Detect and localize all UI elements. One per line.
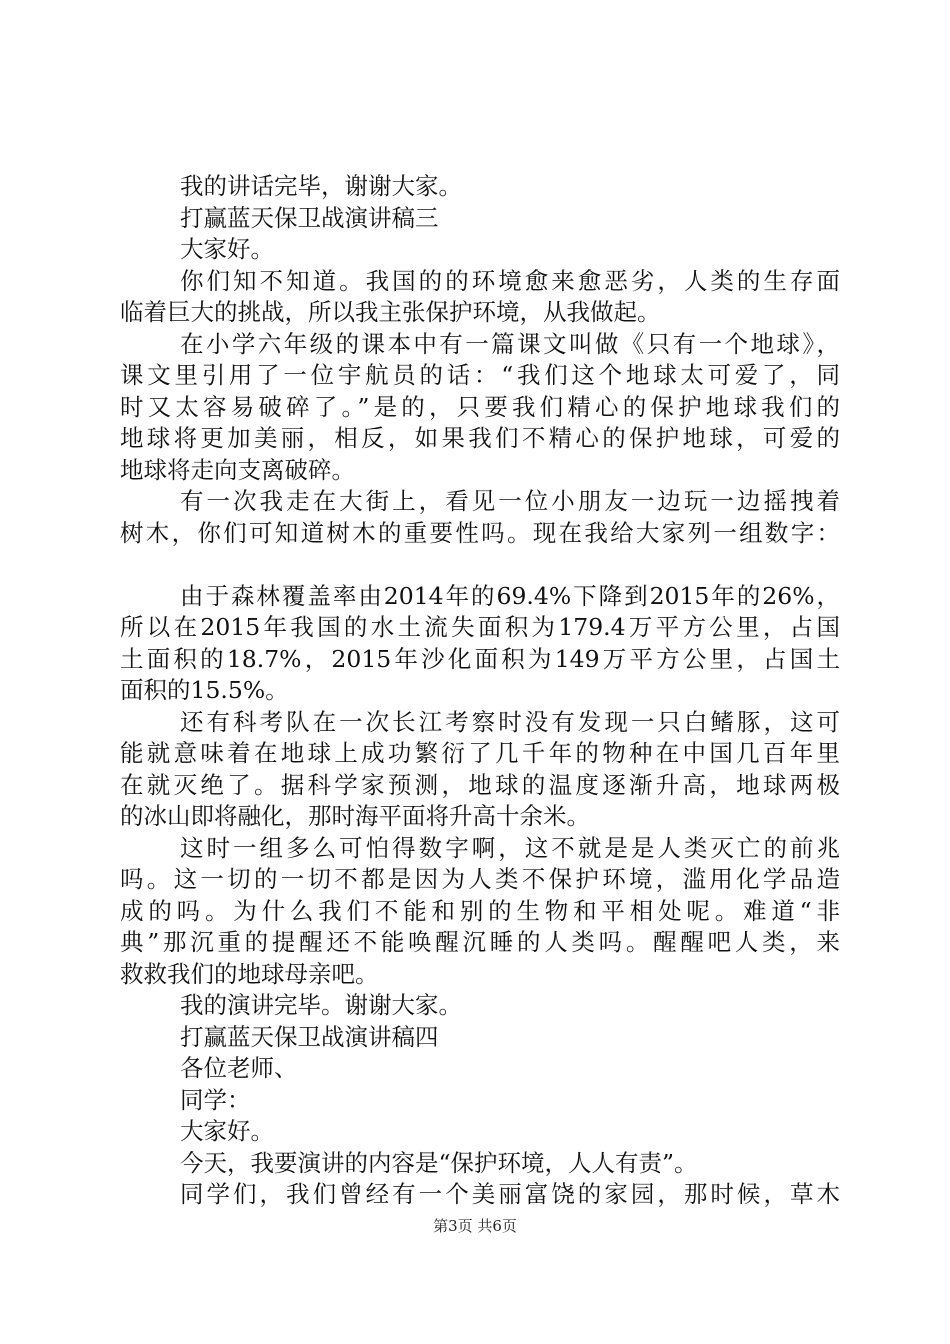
paragraph-line: 你们知不知道。我国的的环境愈来愈恶劣，人类的生存面 bbox=[180, 266, 840, 295]
paragraph-line: 吗。这一切的一切不都是因为人类不保护环境，滥用化学品造 bbox=[120, 865, 840, 893]
paragraph-line: 在小学六年级的课本中有一篇课文叫做《只有一个地球》， bbox=[180, 329, 840, 358]
paragraph-line: 土面积的18.7%，2015年沙化面积为149万平方公里，占国土 bbox=[120, 644, 840, 673]
paragraph-line: 同学们，我们曾经有一个美丽富饶的家园，那时候，草木 bbox=[180, 1180, 840, 1208]
paragraph-line: 大家好。 bbox=[180, 1117, 274, 1145]
section-heading: 打赢蓝天保卫战演讲稿四 bbox=[180, 1022, 439, 1051]
paragraph-line: 我的讲话完毕，谢谢大家。 bbox=[180, 172, 462, 200]
paragraph-line: 课文里引用了一位宇航员的话：“我们这个地球太可爱了，同 bbox=[120, 361, 840, 389]
paragraph-line: 同学： bbox=[180, 1085, 251, 1114]
paragraph-line: 树木，你们可知道树木的重要性吗。现在我给大家列一组数字： bbox=[120, 518, 840, 547]
page-number-footer: 第3页 共6页 bbox=[433, 1217, 517, 1235]
paragraph-line: 这时一组多么可怕得数字啊，这不就是是人类灭亡的前兆 bbox=[180, 833, 840, 862]
paragraph-line: 救救我们的地球母亲吧。 bbox=[120, 959, 379, 988]
paragraph-line: 今天，我要演讲的内容是“保护环境，人人有责”。 bbox=[180, 1148, 698, 1177]
paragraph-line: 大家好。 bbox=[180, 235, 274, 263]
paragraph-line: 地球将更加美丽，相反，如果我们不精心的保护地球，可爱的 bbox=[120, 424, 840, 452]
paragraph-line: 临着巨大的挑战，所以我主张保护环境，从我做起。 bbox=[120, 298, 661, 326]
paragraph-line: 成的吗。为什么我们不能和别的生物和平相处呢。难道“非 bbox=[120, 896, 840, 925]
blank-line bbox=[120, 549, 840, 581]
document-body bbox=[120, 171, 840, 1211]
paragraph-line: 由于森林覆盖率由2014年的69.4%下降到2015年的26%， bbox=[180, 581, 840, 610]
paragraph-line: 的冰山即将融化，那时海平面将升高十余米。 bbox=[120, 802, 590, 830]
paragraph-line: 地球将走向支离破碎。 bbox=[120, 455, 355, 484]
paragraph-line: 我的演讲完毕。谢谢大家。 bbox=[180, 991, 462, 1019]
paragraph-line: 能就意味着在地球上成功繁衍了几千年的物种在中国几百年里 bbox=[120, 739, 840, 767]
section-heading: 打赢蓝天保卫战演讲稿三 bbox=[180, 203, 439, 232]
paragraph-line: 各位老师、 bbox=[180, 1054, 298, 1082]
paragraph-line: 典”那沉重的提醒还不能唤醒沉睡的人类吗。醒醒吧人类，来 bbox=[120, 928, 840, 956]
paragraph-line: 时又太容易破碎了。”是的，只要我们精心的保护地球我们的 bbox=[120, 392, 840, 421]
paragraph-line: 面积的15.5%。 bbox=[120, 676, 289, 704]
paragraph-line: 还有科考队在一次长江考察时没有发现一只白鳍豚，这可 bbox=[180, 707, 840, 736]
paragraph-line: 所以在2015年我国的水土流失面积为179.4万平方公里，占国 bbox=[120, 613, 840, 641]
paragraph-line: 在就灭绝了。据科学家预测，地球的温度逐渐升高，地球两极 bbox=[120, 770, 840, 799]
paragraph-line: 有一次我走在大街上，看见一位小朋友一边玩一边摇拽着 bbox=[180, 487, 840, 515]
